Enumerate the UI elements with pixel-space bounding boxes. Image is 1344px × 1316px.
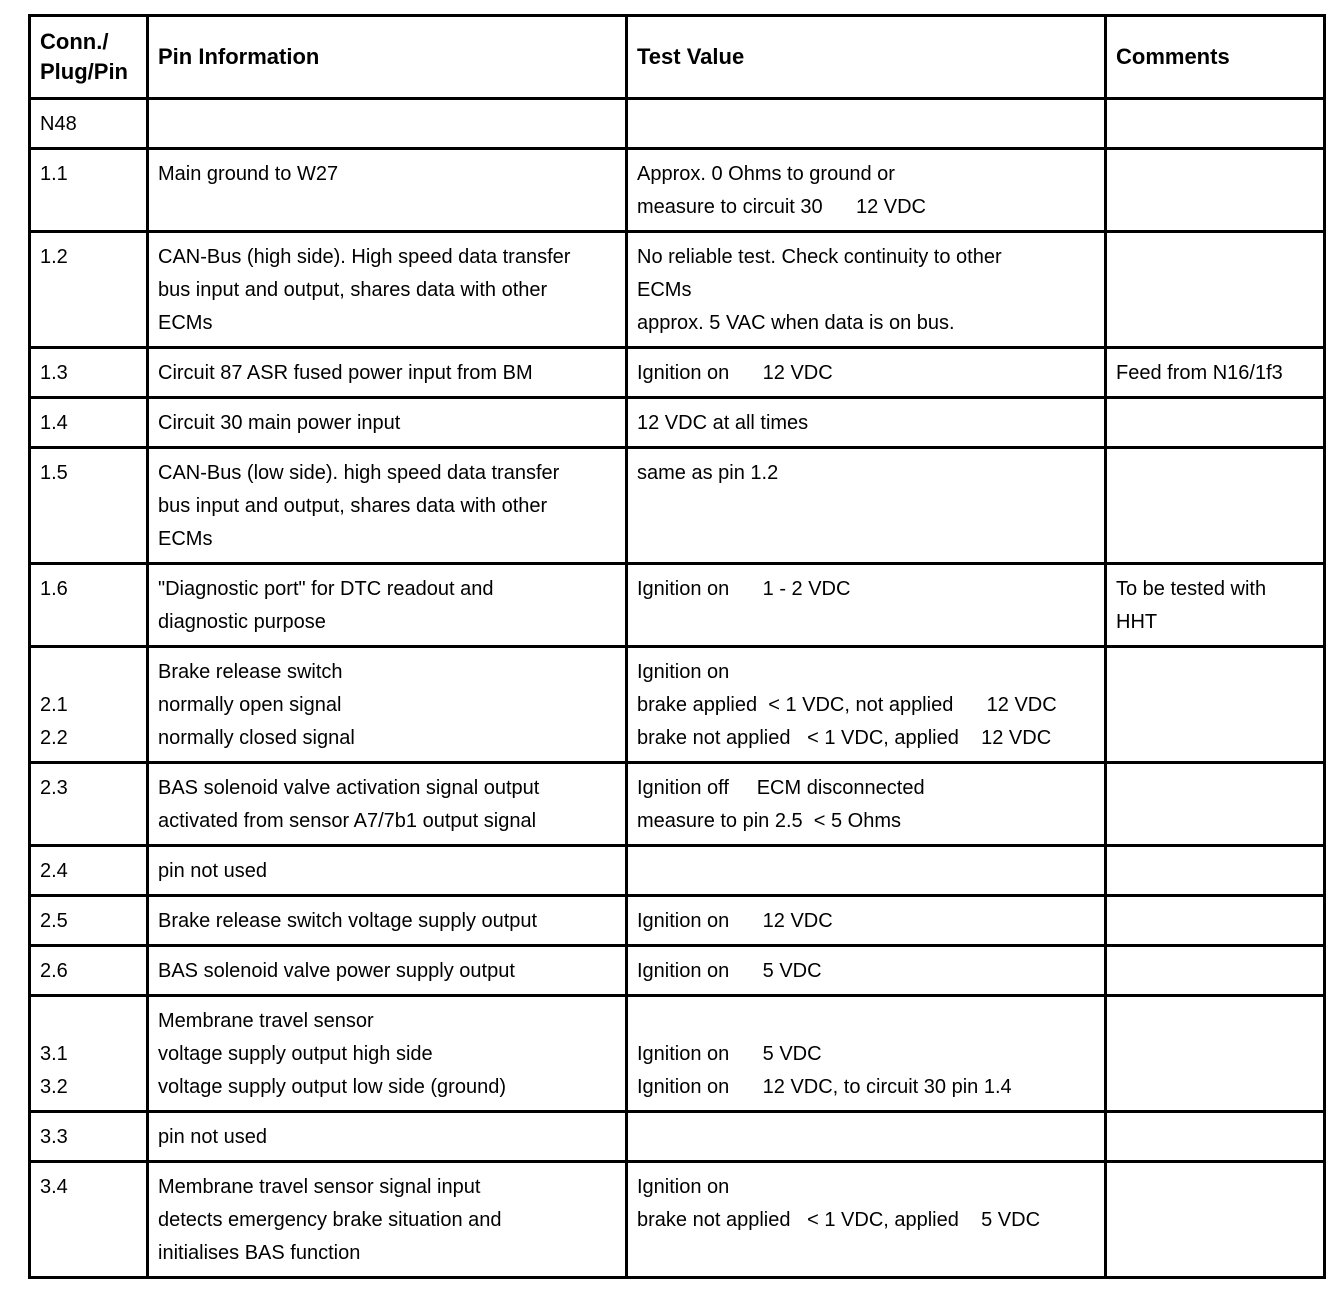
comments-cell bbox=[1106, 232, 1325, 348]
cell-line: Membrane travel sensor bbox=[158, 1010, 374, 1032]
pin-cell bbox=[30, 1112, 148, 1162]
test-value-cell bbox=[627, 1112, 1106, 1162]
pin-info-cell bbox=[148, 996, 627, 1112]
table-row bbox=[30, 996, 1325, 1112]
pin-info-cell bbox=[148, 763, 627, 846]
pin-cell bbox=[30, 398, 148, 448]
cell-line: Approx. 0 Ohms to ground or bbox=[637, 163, 895, 185]
cell-line: CAN-Bus (high side). High speed data transfer bbox=[158, 246, 571, 268]
pin-table bbox=[28, 14, 1326, 1279]
cell-line: same as pin 1.2 bbox=[637, 462, 779, 484]
cell-line bbox=[40, 1005, 137, 1038]
cell-line: 1.5 bbox=[40, 462, 68, 484]
cell-line: Ignition off ECM disconnected bbox=[637, 777, 925, 799]
cell-line: measure to circuit 30 12 VDC bbox=[637, 196, 927, 218]
cell-line: brake not applied < 1 VDC, applied 5 VDC bbox=[637, 1209, 1041, 1231]
cell-line: 1.3 bbox=[40, 362, 68, 384]
cell-line: 3.2 bbox=[40, 1076, 68, 1098]
header-row bbox=[30, 16, 1325, 99]
cell-line: Ignition on bbox=[637, 1176, 730, 1198]
header-comments: Comments bbox=[1106, 16, 1325, 99]
table-body bbox=[30, 99, 1325, 1278]
cell-line: diagnostic purpose bbox=[158, 611, 326, 633]
test-value-cell bbox=[627, 448, 1106, 564]
cell-line: Membrane travel sensor signal input bbox=[158, 1176, 481, 1198]
cell-line: BAS solenoid valve power supply output bbox=[158, 960, 515, 982]
comments-cell bbox=[1106, 564, 1325, 647]
table-row bbox=[30, 564, 1325, 647]
cell-line: To be tested with bbox=[1116, 578, 1267, 600]
pin-cell bbox=[30, 946, 148, 996]
test-value-cell bbox=[627, 896, 1106, 946]
cell-line: ECMs bbox=[637, 279, 692, 301]
table-row bbox=[30, 763, 1325, 846]
table-row bbox=[30, 647, 1325, 763]
comments-cell bbox=[1106, 149, 1325, 232]
test-value-cell bbox=[627, 1162, 1106, 1278]
pin-info-cell bbox=[148, 1112, 627, 1162]
cell-line: bus input and output, shares data with other bbox=[158, 279, 548, 301]
cell-line: 3.1 bbox=[40, 1043, 68, 1065]
cell-line: Ignition on 12 VDC, to circuit 30 pin 1.4 bbox=[637, 1076, 1012, 1098]
pin-cell bbox=[30, 763, 148, 846]
cell-line: 3.4 bbox=[40, 1176, 68, 1198]
cell-line: "Diagnostic port" for DTC readout and bbox=[158, 578, 494, 600]
cell-line: 1.4 bbox=[40, 412, 68, 434]
pin-cell bbox=[30, 348, 148, 398]
cell-line: BAS solenoid valve activation signal output bbox=[158, 777, 540, 799]
header-pin-info: Pin Information bbox=[148, 16, 627, 99]
pin-info-cell bbox=[148, 896, 627, 946]
cell-line: 12 VDC at all times bbox=[637, 412, 809, 434]
test-value-cell bbox=[627, 398, 1106, 448]
test-value-cell bbox=[627, 348, 1106, 398]
test-value-cell bbox=[627, 232, 1106, 348]
cell-line: Circuit 30 main power input bbox=[158, 412, 401, 434]
test-value-cell bbox=[627, 647, 1106, 763]
cell-line: approx. 5 VAC when data is on bus. bbox=[637, 312, 955, 334]
cell-line: normally open signal bbox=[158, 694, 342, 716]
cell-line: brake not applied < 1 VDC, applied 12 VDC bbox=[637, 727, 1052, 749]
table-row bbox=[30, 99, 1325, 149]
test-value-cell bbox=[627, 946, 1106, 996]
pin-info-cell bbox=[148, 232, 627, 348]
cell-line: Circuit 87 ASR fused power input from BM bbox=[158, 362, 533, 384]
cell-line: HHT bbox=[1116, 611, 1158, 633]
cell-line: activated from sensor A7/7b1 output signal bbox=[158, 810, 537, 832]
cell-line: detects emergency brake situation and bbox=[158, 1209, 502, 1231]
table-row bbox=[30, 232, 1325, 348]
header-test-value: Test Value bbox=[627, 16, 1106, 99]
cell-line: ECMs bbox=[158, 528, 213, 550]
cell-line: pin not used bbox=[158, 1126, 267, 1148]
cell-line: Feed from N16/1f3 bbox=[1116, 362, 1283, 384]
table-row bbox=[30, 149, 1325, 232]
comments-cell bbox=[1106, 348, 1325, 398]
cell-line: normally closed signal bbox=[158, 727, 355, 749]
pin-cell bbox=[30, 996, 148, 1112]
pin-cell bbox=[30, 1162, 148, 1278]
cell-line: Ignition on 12 VDC bbox=[637, 362, 833, 384]
cell-line: Brake release switch voltage supply output bbox=[158, 910, 538, 932]
cell-line: No reliable test. Check continuity to other bbox=[637, 246, 1002, 268]
pin-info-cell bbox=[148, 398, 627, 448]
cell-line: 2.4 bbox=[40, 860, 68, 882]
comments-cell bbox=[1106, 398, 1325, 448]
comments-cell bbox=[1106, 996, 1325, 1112]
pin-info-cell bbox=[148, 647, 627, 763]
test-value-cell bbox=[627, 564, 1106, 647]
cell-line: bus input and output, shares data with other bbox=[158, 495, 548, 517]
pin-cell bbox=[30, 99, 148, 149]
table-row bbox=[30, 1112, 1325, 1162]
cell-line: brake applied < 1 VDC, not applied 12 VDC bbox=[637, 694, 1057, 716]
pin-info-cell bbox=[148, 846, 627, 896]
cell-line: CAN-Bus (low side). high speed data transfer bbox=[158, 462, 560, 484]
cell-line: pin not used bbox=[158, 860, 267, 882]
pin-cell bbox=[30, 149, 148, 232]
cell-line: 2.1 bbox=[40, 694, 68, 716]
table-row bbox=[30, 896, 1325, 946]
comments-cell bbox=[1106, 647, 1325, 763]
cell-line: Ignition on 5 VDC bbox=[637, 960, 822, 982]
test-value-cell bbox=[627, 99, 1106, 149]
pin-info-cell bbox=[148, 448, 627, 564]
cell-line: 2.5 bbox=[40, 910, 68, 932]
cell-line bbox=[40, 656, 137, 689]
comments-cell bbox=[1106, 1112, 1325, 1162]
test-value-cell bbox=[627, 846, 1106, 896]
pin-info-cell bbox=[148, 946, 627, 996]
cell-line: voltage supply output low side (ground) bbox=[158, 1076, 506, 1098]
table-row bbox=[30, 348, 1325, 398]
pin-info-cell bbox=[148, 348, 627, 398]
pin-cell bbox=[30, 647, 148, 763]
cell-line: Brake release switch bbox=[158, 661, 343, 683]
pin-cell bbox=[30, 896, 148, 946]
table-row bbox=[30, 398, 1325, 448]
cell-line: ECMs bbox=[158, 312, 213, 334]
pin-info-cell bbox=[148, 564, 627, 647]
cell-line: 1.2 bbox=[40, 246, 68, 268]
table-row bbox=[30, 448, 1325, 564]
cell-line: Ignition on 5 VDC bbox=[637, 1043, 822, 1065]
table-row bbox=[30, 1162, 1325, 1278]
cell-line: 2.2 bbox=[40, 727, 68, 749]
comments-cell bbox=[1106, 99, 1325, 149]
pin-info-cell bbox=[148, 99, 627, 149]
cell-line: Ignition on 1 - 2 VDC bbox=[637, 578, 851, 600]
cell-line: 1.6 bbox=[40, 578, 68, 600]
table-row bbox=[30, 946, 1325, 996]
cell-line: 2.6 bbox=[40, 960, 68, 982]
cell-line: 1.1 bbox=[40, 163, 68, 185]
header-conn: Conn./ Plug/Pin bbox=[30, 16, 148, 99]
comments-cell bbox=[1106, 846, 1325, 896]
test-value-cell bbox=[627, 149, 1106, 232]
pin-cell bbox=[30, 232, 148, 348]
cell-line: measure to pin 2.5 < 5 Ohms bbox=[637, 810, 902, 832]
pin-info-cell bbox=[148, 149, 627, 232]
comments-cell bbox=[1106, 448, 1325, 564]
comments-cell bbox=[1106, 896, 1325, 946]
test-value-cell bbox=[627, 996, 1106, 1112]
cell-line: Ignition on bbox=[637, 661, 730, 683]
comments-cell bbox=[1106, 1162, 1325, 1278]
cell-line: Main ground to W27 bbox=[158, 163, 339, 185]
pin-cell bbox=[30, 846, 148, 896]
pin-cell bbox=[30, 448, 148, 564]
test-value-cell bbox=[627, 763, 1106, 846]
table-row bbox=[30, 846, 1325, 896]
cell-line: Ignition on 12 VDC bbox=[637, 910, 833, 932]
cell-line: initialises BAS function bbox=[158, 1242, 361, 1264]
cell-line bbox=[637, 1005, 1095, 1038]
pin-info-cell bbox=[148, 1162, 627, 1278]
cell-line: voltage supply output high side bbox=[158, 1043, 433, 1065]
comments-cell bbox=[1106, 946, 1325, 996]
cell-line: N48 bbox=[40, 113, 77, 135]
comments-cell bbox=[1106, 763, 1325, 846]
cell-line: 2.3 bbox=[40, 777, 68, 799]
pin-cell bbox=[30, 564, 148, 647]
cell-line: 3.3 bbox=[40, 1126, 68, 1148]
